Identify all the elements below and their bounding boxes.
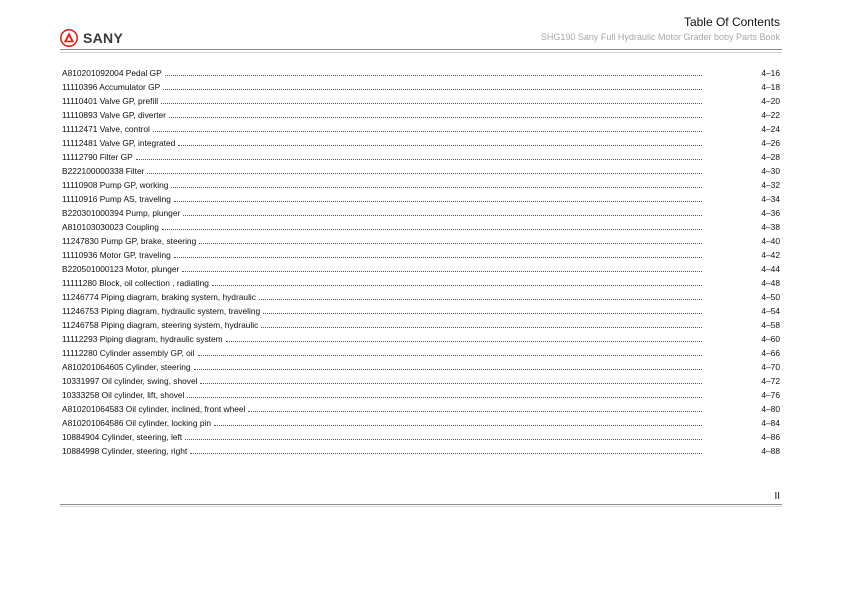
toc-entry-title[interactable]: 11247830 Pump GP, brake, steering xyxy=(62,236,197,246)
toc-entry-page[interactable]: 4–76 xyxy=(761,390,780,400)
toc-entry-title[interactable]: 11110908 Pump GP, working xyxy=(62,180,169,190)
toc-entry[interactable] xyxy=(62,66,780,80)
toc-dot-leader xyxy=(194,369,702,370)
toc-dot-leader xyxy=(161,103,702,104)
toc-dot-leader xyxy=(248,411,702,412)
toc-entry-page[interactable]: 4–40 xyxy=(761,236,780,246)
toc-entry[interactable] xyxy=(62,108,780,122)
toc-entry[interactable] xyxy=(62,150,780,164)
book-subtitle: SHG190 Sany Full Hydraulic Motor Grader boby Parts Book xyxy=(540,32,780,42)
toc-entry[interactable] xyxy=(62,164,780,178)
toc-entry[interactable] xyxy=(62,94,780,108)
toc-entry-page[interactable]: 4–22 xyxy=(761,110,780,120)
toc-entry-page[interactable]: 4–30 xyxy=(761,166,780,176)
toc-entry-page[interactable]: 4–24 xyxy=(761,124,780,134)
toc-entry-title[interactable]: 10331997 Oil cylinder, swing, shovel xyxy=(62,376,198,386)
toc-entry-title[interactable]: 11246758 Piping diagram, steering system, hydraulic xyxy=(62,320,259,330)
toc-dot-leader xyxy=(214,425,702,426)
logo-text: SANY xyxy=(83,30,124,46)
toc-dot-leader xyxy=(136,159,702,160)
toc-entry-title[interactable]: A810201092004 Pedal GP xyxy=(62,68,162,78)
toc-entry-page[interactable]: 4–44 xyxy=(761,264,780,274)
toc-entry[interactable] xyxy=(62,206,780,220)
footer-divider xyxy=(60,504,782,505)
toc-dot-leader xyxy=(178,145,702,146)
toc-entry[interactable] xyxy=(62,430,780,444)
toc-entry-page[interactable]: 4–36 xyxy=(761,208,780,218)
toc-dot-leader xyxy=(200,383,702,384)
toc-dot-leader xyxy=(182,271,702,272)
toc-entry[interactable] xyxy=(62,318,780,332)
toc-dot-leader xyxy=(174,257,702,258)
toc-entry-page[interactable]: 4–80 xyxy=(761,404,780,414)
toc-entry-page[interactable]: 4–88 xyxy=(761,446,780,456)
toc-entry-title[interactable]: B222100000338 Filter xyxy=(62,166,145,176)
toc-entry-title[interactable]: 11112471 Valve, control xyxy=(62,124,150,134)
toc-dot-leader xyxy=(147,173,702,174)
toc-entry-page[interactable]: 4–42 xyxy=(761,250,780,260)
toc-dot-leader xyxy=(169,117,702,118)
toc-entry[interactable] xyxy=(62,136,780,150)
toc-entry[interactable] xyxy=(62,416,780,430)
toc-entry-page[interactable]: 4–86 xyxy=(761,432,780,442)
toc-dot-leader xyxy=(162,229,702,230)
toc-entry[interactable] xyxy=(62,444,780,458)
toc-entry-title[interactable]: 10884904 Cylinder, steering, left xyxy=(62,432,183,442)
toc-entry-title[interactable]: 11246774 Piping diagram, braking system, hydraulic xyxy=(62,292,256,302)
toc-entry-page[interactable]: 4–54 xyxy=(761,306,780,316)
toc-entry[interactable] xyxy=(62,360,780,374)
toc-entry-title[interactable]: 11110916 Pump AS, traveling xyxy=(62,194,171,204)
toc-dot-leader xyxy=(171,187,702,188)
toc-entry[interactable] xyxy=(62,262,780,276)
toc-entry[interactable] xyxy=(62,402,780,416)
toc-entry-title[interactable]: 10884998 Cylinder, steering, right xyxy=(62,446,188,456)
toc-entry-page[interactable]: 4–20 xyxy=(761,96,780,106)
header-divider xyxy=(60,49,782,50)
toc-entry-title[interactable]: 11110936 Motor GP, traveling xyxy=(62,250,171,260)
toc-entry-title[interactable]: 10333258 Oil cylinder, lift, shovel xyxy=(62,390,185,400)
toc-entry-page[interactable]: 4–28 xyxy=(761,152,780,162)
toc-dot-leader xyxy=(165,75,702,76)
toc-entry[interactable] xyxy=(62,388,780,402)
toc-entry-page[interactable]: 4–48 xyxy=(761,278,780,288)
sany-logo xyxy=(60,28,123,48)
toc-dot-leader xyxy=(190,453,702,454)
toc-entry-page[interactable]: 4–70 xyxy=(761,362,780,372)
toc-dot-leader xyxy=(198,355,702,356)
toc-entry-title[interactable]: 11112481 Valve GP, integrated xyxy=(62,138,176,148)
toc-dot-leader xyxy=(187,397,702,398)
toc-entry-title[interactable]: 11110396 Accumulator GP xyxy=(62,82,161,92)
toc-entry[interactable] xyxy=(62,122,780,136)
toc-entry[interactable] xyxy=(62,304,780,318)
toc-dot-leader xyxy=(212,285,702,286)
toc-dot-leader xyxy=(163,89,702,90)
toc-entry[interactable] xyxy=(62,192,780,206)
toc-entry-title[interactable]: A810201064605 Cylinder, steering xyxy=(62,362,191,372)
toc-entry[interactable] xyxy=(62,248,780,262)
toc-dot-leader xyxy=(183,215,702,216)
toc-entry-title[interactable]: 11112293 Piping diagram, hydraulic system xyxy=(62,334,223,344)
sany-logo-icon xyxy=(60,29,78,47)
header-divider-light xyxy=(60,52,782,53)
toc-dot-leader xyxy=(185,439,702,440)
toc-entry[interactable] xyxy=(62,332,780,346)
table-of-contents xyxy=(62,66,780,458)
toc-entry-page[interactable]: 4–34 xyxy=(761,194,780,204)
toc-entry-title[interactable]: 11112280 Cylinder assembly GP, oil xyxy=(62,348,195,358)
toc-entry-page[interactable]: 4–18 xyxy=(761,82,780,92)
toc-entry-title[interactable]: 11111280 Block, oil collection , radiating xyxy=(62,278,209,288)
toc-entry-title[interactable]: A810103030023 Coupling xyxy=(62,222,159,232)
toc-entry-title[interactable]: B220501000123 Motor, plunger xyxy=(62,264,180,274)
toc-dot-leader xyxy=(199,243,702,244)
footer-divider-light xyxy=(60,506,782,507)
toc-entry-title[interactable]: 11110893 Valve GP, diverter xyxy=(62,110,166,120)
toc-dot-leader xyxy=(226,341,702,342)
toc-entry-title[interactable]: 11110401 Valve GP, prefill xyxy=(62,96,159,106)
toc-dot-leader xyxy=(263,313,702,314)
toc-entry-page[interactable]: 4–32 xyxy=(761,180,780,190)
toc-entry-page[interactable]: 4–58 xyxy=(761,320,780,330)
toc-dot-leader xyxy=(259,299,702,300)
toc-entry-page[interactable]: 4–16 xyxy=(761,68,780,78)
toc-entry-page[interactable]: 4–38 xyxy=(761,222,780,232)
toc-entry[interactable] xyxy=(62,290,780,304)
page-number: II xyxy=(774,491,780,502)
toc-entry-title[interactable]: 11112790 Filter GP xyxy=(62,152,133,162)
toc-entry-page[interactable]: 4–26 xyxy=(761,138,780,148)
toc-entry-title[interactable]: A810201064586 Oil cylinder, locking pin xyxy=(62,418,211,428)
toc-entry-page[interactable]: 4–60 xyxy=(761,334,780,344)
toc-entry-title[interactable]: B220301000394 Pump, plunger xyxy=(62,208,181,218)
toc-dot-leader xyxy=(153,131,702,132)
page-title: Table Of Contents xyxy=(683,15,780,29)
toc-entry[interactable] xyxy=(62,80,780,94)
toc-entry[interactable] xyxy=(62,346,780,360)
toc-entry-page[interactable]: 4–72 xyxy=(761,376,780,386)
toc-entry-page[interactable]: 4–84 xyxy=(761,418,780,428)
toc-entry[interactable] xyxy=(62,374,780,388)
toc-entry[interactable] xyxy=(62,276,780,290)
toc-entry[interactable] xyxy=(62,178,780,192)
toc-entry-title[interactable]: 11246753 Piping diagram, hydraulic system, traveling xyxy=(62,306,261,316)
toc-entry[interactable] xyxy=(62,234,780,248)
toc-dot-leader xyxy=(174,201,702,202)
toc-entry-title[interactable]: A810201064583 Oil cylinder, inclined, front wheel xyxy=(62,404,246,414)
toc-entry-page[interactable]: 4–50 xyxy=(761,292,780,302)
toc-entry-page[interactable]: 4–66 xyxy=(761,348,780,358)
toc-entry[interactable] xyxy=(62,220,780,234)
toc-dot-leader xyxy=(261,327,702,328)
